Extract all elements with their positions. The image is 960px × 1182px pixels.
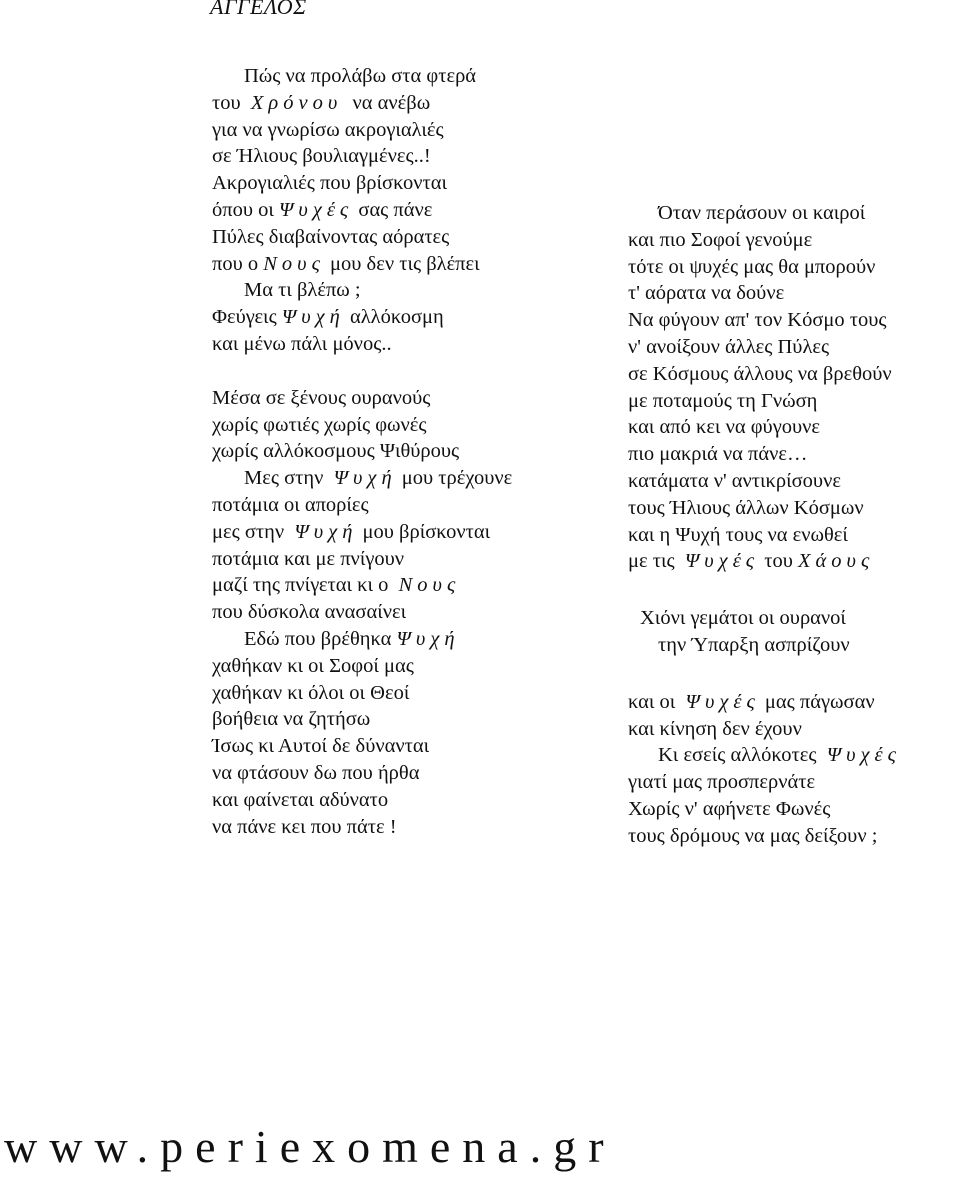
poem-line: Χιόνι γεμάτοι οι ουρανοί (640, 607, 846, 630)
poem-line: και μένω πάλι μόνος.. (212, 332, 392, 355)
poem-line: Μα τι βλέπω ; (244, 279, 361, 302)
poem-line: για να γνωρίσω ακρογιαλιές (212, 118, 444, 141)
poem-line: και η Ψυχή τους να ενωθεί (628, 523, 848, 546)
poem-line: τ' αόρατα να δούνε (628, 282, 785, 305)
poem-line: χωρίς φωτιές χωρίς φωνές (212, 413, 427, 436)
footer-url: www.periexomena.gr (4, 1121, 616, 1172)
poem-line: τότε οι ψυχές μας θα μπορούν (628, 255, 876, 278)
poem-line: την Ύπαρξη ασπρίζουν (658, 633, 850, 656)
poem-line: σε Κόσμους άλλους να βρεθούν (628, 362, 892, 385)
poem-line: Κι εσείς αλλόκοτες Ψυχές (658, 744, 901, 767)
poem-line: Εδώ που βρέθηκα Ψυχή (244, 627, 460, 650)
poem-line: βοήθεια να ζητήσω (212, 708, 371, 731)
poem-left-column (212, 63, 512, 840)
poem-line: χαθήκαν κι όλοι οι Θεοί (212, 681, 410, 704)
poem-line: Ακρογιαλιές που βρίσκονται (212, 172, 447, 195)
poem-line: ν' ανοίξουν άλλες Πύλες (628, 335, 830, 358)
poem-line: Όταν περάσουν οι καιροί (658, 202, 866, 224)
poem-line: και κίνηση δεν έχουν (628, 717, 802, 740)
poem-line: με ποταμούς τη Γνώση (628, 389, 818, 412)
poem-line: Πύλες διαβαίνοντας αόρατες (212, 225, 450, 248)
poem-line: τους Ήλιους άλλων Κόσμων (628, 496, 864, 519)
poem-line: Πώς να προλάβω στα φτερά (244, 65, 477, 87)
poem-line: ποτάμια οι απορίες (212, 493, 369, 516)
poem-line: Να φύγουν απ' τον Κόσμο τους (628, 309, 887, 332)
poem-line: όπου οι Ψυχές σας πάνε (212, 198, 433, 221)
poem-line: που δύσκολα ανασαίνει (212, 601, 407, 624)
poem-line: κατάματα ν' αντικρίσουνε (628, 469, 841, 492)
poem-line: με τις Ψυχές του Χάους (628, 550, 875, 573)
poem-right-column (628, 200, 901, 850)
poem-line: και οι Ψυχές μας πάγωσαν (628, 690, 875, 713)
poem-line: τους δρόμους να μας δείξουν ; (628, 824, 878, 847)
poem-line: και πιο Σοφοί γενούμε (628, 228, 813, 251)
poem-line: και από κει να φύγουνε (628, 416, 821, 439)
poem-line: μες στην Ψυχή μου βρίσκονται (212, 520, 491, 543)
poem-line: που ο Νους μου δεν τις βλέπει (212, 252, 480, 275)
poem-line: πιο μακριά να πάνε… (628, 443, 808, 466)
poem-line: Ίσως κι Αυτοί δε δύνανται (212, 735, 430, 758)
poem-line: του Χρόνου να ανέβω (212, 91, 431, 114)
poem-title: ΑΓΓΕΛΟΣ (210, 0, 307, 19)
poem-line: χωρίς αλλόκοσμους Ψιθύρους (212, 440, 460, 463)
poem-line: Μέσα σε ξένους ουρανούς (212, 386, 431, 409)
poem-line: μαζί της πνίγεται κι ο Νους (212, 574, 461, 597)
poem-line: και φαίνεται αδύνατο (212, 788, 389, 811)
poem-line: Χωρίς ν' αφήνετε Φωνές (628, 797, 831, 820)
poem-line: Μες στην Ψυχή μου τρέχουνε (244, 467, 513, 490)
poem-line: χαθήκαν κι οι Σοφοί μας (212, 654, 414, 677)
poem-line: Φεύγεις Ψυχή αλλόκοσμη (212, 306, 444, 329)
poem-line: να πάνε κει που πάτε ! (212, 815, 397, 838)
poem-line: ποτάμια και με πνίγουν (212, 547, 405, 570)
poem-line: σε Ήλιους βουλιαγμένες..! (212, 145, 431, 168)
poem-line: γιατί μας προσπερνάτε (628, 771, 816, 794)
poem-line: να φτάσουν δω που ήρθα (212, 761, 420, 784)
